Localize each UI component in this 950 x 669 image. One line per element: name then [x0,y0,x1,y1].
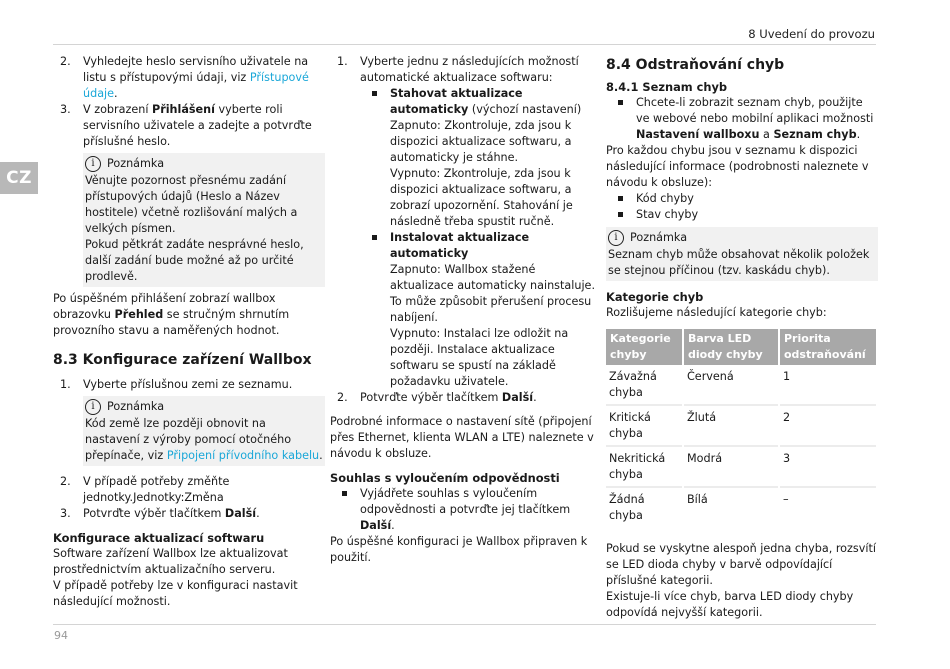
chapter-header: 8 Uvedení do provozu [748,27,875,41]
step-2-confirm: 2. Potvrďte výběr tlačítkem Další. [337,391,537,404]
language-tab: CZ [0,162,38,194]
step-2-find-password: 2. Vyhledejte heslo servisního uživatele na listu s přístupovými údaji, viz Přístupové údaje. [60,55,309,100]
info-item-status: Stav chyby [606,207,878,223]
info-icon: i [608,230,624,246]
categories-intro: Rozlišujeme následující kategorie chyb: [606,306,827,319]
final-paragraph: Po úspěšné konfiguraci je Wallbox připraven k použití. [330,535,588,564]
table-row: Kritická chyba Žlutá 2 [606,406,876,447]
table-row: Závažná chyba Červená 1 [606,365,876,406]
column-right [606,54,878,621]
link-supply-cable[interactable]: Připojení přívodního kabelu [166,449,320,462]
network-paragraph: Podrobné informace o nastavení sítě (připojení přes Ethernet, klienta WLAN a LTE) naleznete v návodu k obsluze. [330,415,594,460]
bullet-icon [372,91,377,96]
column-left [53,54,325,610]
step-3-login: 3. V zobrazení Přihlášení vyberte roli servisního uživatele a zadejte a potvrďte příslušné heslo. i Poznámka Věnujte pozornost přesnému zadání přístupových údajů (Heslo a Název hostitele) včetně rozlišování malých a velkých písmen. Pokud pětkrát zadáte nesprávné heslo, další zadání bude možné až po určité prodlevě. [53,102,325,287]
led-paragraph-1: Pokud se vyskytne alespoň jedna chyba, rozsvítí se LED dioda chyby v barvě odpovídající příslušné kategorii. [606,542,876,587]
option-auto-download: Stahovat aktualizace automaticky (výchozí nastavení) Zapnuto: Zkontroluje, zda jsou k dispozici aktualizace softwaru, a automaticky je stáhne. Vypnuto: Zkontroluje, zda jsou k dispozici aktualizace softwaru, a zobrazí upozornění. Stahování je následně třeba spustit ručně. [360,86,598,230]
sw-para-1: Software zařízení Wallbox lze aktualizovat prostřednictvím aktualizačního serveru. [53,547,288,576]
note-title: Poznámka [107,157,165,170]
step-1-select-update-option: 1. Vyberte jednu z následujících možností automatické aktualizace softwaru: Stahovat aktualizace automaticky (výchozí nastavení) Zapnuto: Zkontroluje, zda jsou k dispozici aktualizace softwaru, a automaticky je stáhne. Vypnuto: Zkontroluje, zda jsou k dispozici aktualizace softwaru, a zobrazí upozornění. Stahování je následně třeba spustit ručně. Instalovat aktualizace automaticky Zapnuto: Wallbox stažené aktualizace automaticky nainstaluje. To může způsobit přerušení procesu nabíjení. Vypnuto: Instalaci lze odložit na později. Instalace aktualizace softwaru se spustí na základě požadavku uživatele. [330,54,598,390]
disclaimer-item: Vyjádřete souhlas s vyloučením odpovědnosti a potvrďte jej tlačítkem Další. [330,486,598,534]
step-2-units: 2. V případě potřeby změňte jednotky.Jednotky:Změna [60,475,230,504]
note-box-password: i Poznámka Věnujte pozornost přesnému zadání přístupových údajů (Heslo a Název hostitele) včetně rozlišování malých a velkých písmen. Pokud pětkrát zadáte nesprávné heslo, další zadání bude možné až po určité prodlevě. [83,153,325,287]
sw-para-2: V případě potřeby lze v konfiguraci nastavit následující možnosti. [53,579,298,608]
categories-title: Kategorie chyb [606,290,704,304]
note-box-cascade: i Poznámka Seznam chyb může obsahovat několik položek se stejnou příčinou (tzv. kaskádu chyb). [606,227,878,281]
footer-divider [53,624,876,625]
table-header-row: Kategorie chyby Barva LED diody chyby Priorita odstraňování [606,329,876,365]
bullet-icon [618,212,623,217]
led-paragraph-2: Existuje-li více chyb, barva LED diody chyby odpovídá nejvyšší kategorii. [606,590,854,619]
step-3-confirm: 3. Potvrďte výběr tlačítkem Další. [60,507,260,520]
note-box-country: i Poznámka Kód země lze později obnovit na nastavení z výroby pomocí otočného přepínače, viz Připojení přívodního kabelu. [83,396,325,466]
info-paragraph: Pro každou chybu jsou v seznamu k dispozici následující informace (podrobnosti naleznete v návodu k obsluze): [606,144,869,189]
section-8-4-title: 8.4 Odstraňování chyb [606,57,785,73]
section-8-3-title: 8.3 Konfigurace zařízení Wallbox [53,352,312,368]
header-divider [53,44,876,45]
sw-update-title: Konfigurace aktualizací softwaru [53,531,265,545]
info-icon: i [85,156,101,172]
option-auto-install: Instalovat aktualizace automaticky Zapnuto: Wallbox stažené aktualizace automaticky nainstaluje. To může způsobit přerušení procesu nabíjení. Vypnuto: Instalaci lze odložit na později. Instalace aktualizace softwaru se spustí na základě požadavku uživatele. [360,230,598,390]
bullet-icon [618,196,623,201]
info-icon: i [85,399,101,415]
table-row: Nekritická chyba Modrá 3 [606,447,876,488]
note-title: Poznámka [107,400,165,413]
info-item-code: Kód chyby [606,191,878,207]
section-8-4-1-title: 8.4.1 Seznam chyb [606,80,728,94]
after-login-paragraph: Po úspěšném přihlášení zobrazí wallbox obrazovku Přehled se stručným shrnutím provozního stavu a naměřených hodnot. [53,292,290,337]
column-middle [330,54,598,566]
table-row: Žádná chyba Bílá – [609,493,789,522]
error-list-bullet: Chcete-li zobrazit seznam chyb, použijte ve webové nebo mobilní aplikaci možnosti Nastavení wallboxu a Seznam chyb. [606,95,878,143]
disclaimer-title: Souhlas s vyloučením odpovědnosti [330,471,560,485]
bullet-icon [372,235,377,240]
note-title: Poznámka [630,231,688,244]
error-categories-table [604,329,878,527]
link-access-data[interactable]: Přístupové údaje [83,71,309,100]
page-number: 94 [54,629,68,642]
bullet-icon [342,491,347,496]
bullet-icon [618,100,623,105]
step-1-select-country: 1. Vyberte příslušnou zemi ze seznamu. i Poznámka Kód země lze později obnovit na nastavení z výroby pomocí otočného přepínače, viz Připojení přívodního kabelu. [53,377,325,466]
